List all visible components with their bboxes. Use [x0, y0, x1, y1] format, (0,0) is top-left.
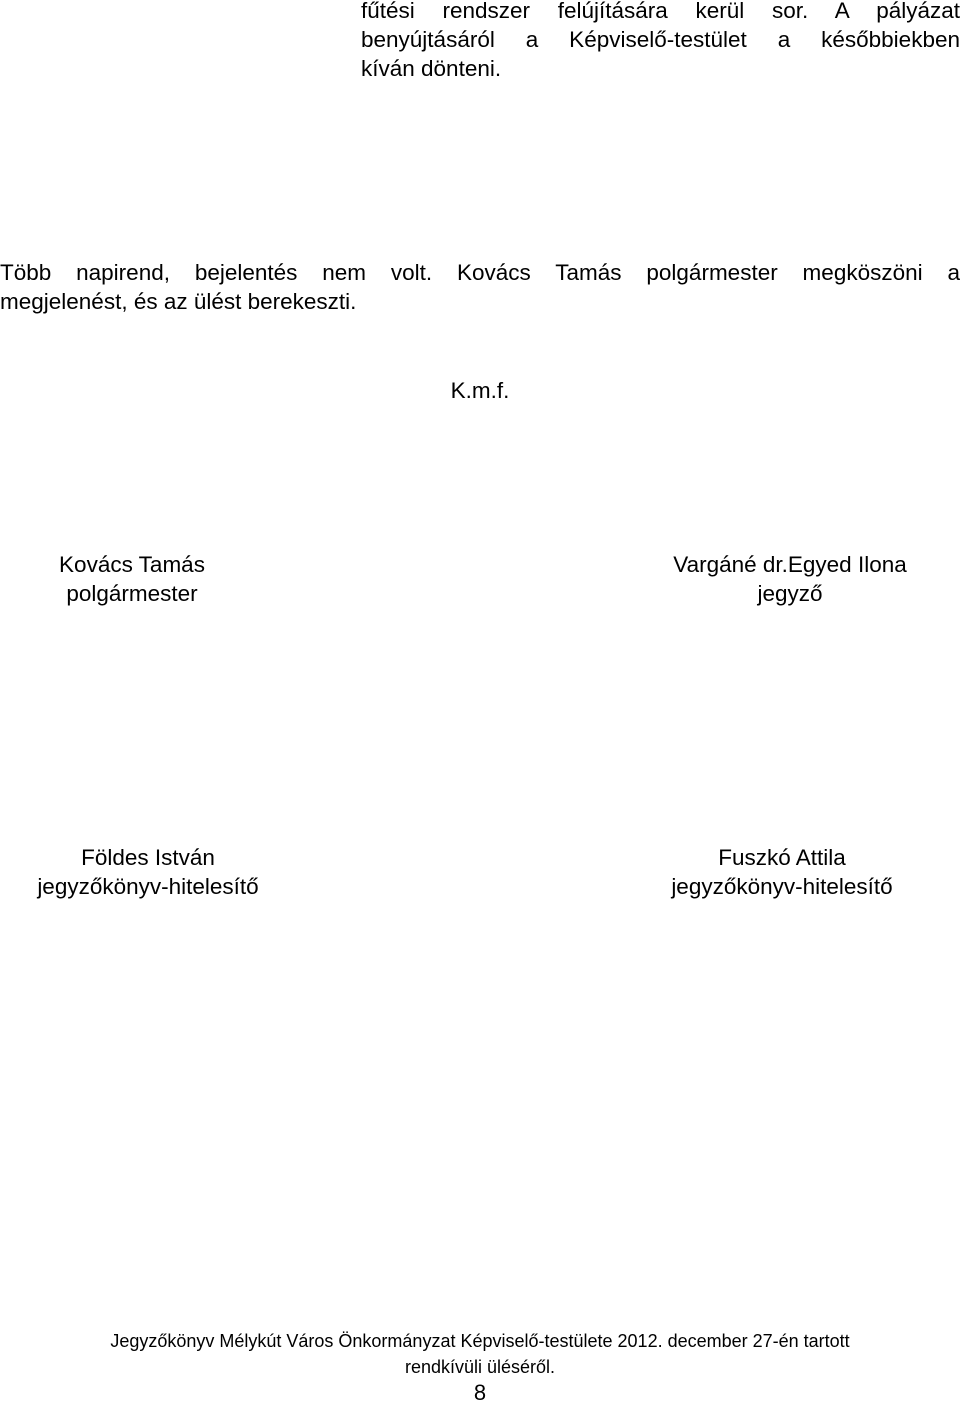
signature-block-authenticator-2: [634, 843, 930, 901]
signatory-name: Földes István: [81, 845, 215, 870]
signatory-title: jegyző: [757, 581, 823, 606]
page-footer: [0, 1328, 960, 1380]
paragraph-line: fűtési rendszer felújítására kerül sor. A pályázat: [361, 0, 960, 23]
closing-paragraph: [0, 258, 960, 316]
continued-paragraph: [361, 0, 960, 83]
page-number: 8: [473, 1380, 487, 1405]
signatory-title: jegyzőkönyv-hitelesítő: [37, 874, 259, 899]
signatory-name: Fuszkó Attila: [718, 845, 846, 870]
signatory-title: jegyzőkönyv-hitelesítő: [671, 874, 893, 899]
signature-block-authenticator-1: [0, 843, 296, 901]
paragraph-line: Több napirend, bejelentés nem volt. Kovács Tamás polgármester megköszöni a: [0, 260, 960, 285]
paragraph-line: kíván dönteni.: [361, 56, 502, 81]
signatory-name: Kovács Tamás: [59, 552, 205, 577]
footer-line: rendkívüli üléséről.: [404, 1357, 556, 1377]
signature-block-notary: [640, 550, 940, 608]
paragraph-line: benyújtásáról a Képviselő-testület a későbbiekben: [361, 27, 960, 52]
paragraph-line: megjelenést, és az ülést berekeszti.: [0, 289, 357, 314]
kmf-mark: K.m.f.: [450, 378, 510, 403]
footer-line: Jegyzőkönyv Mélykút Város Önkormányzat Képviselő-testülete 2012. december 27-én tartott: [110, 1331, 850, 1351]
signatory-name: Vargáné dr.Egyed Ilona: [673, 552, 907, 577]
signatory-title: polgármester: [66, 581, 198, 606]
signature-block-mayor: [22, 550, 242, 608]
